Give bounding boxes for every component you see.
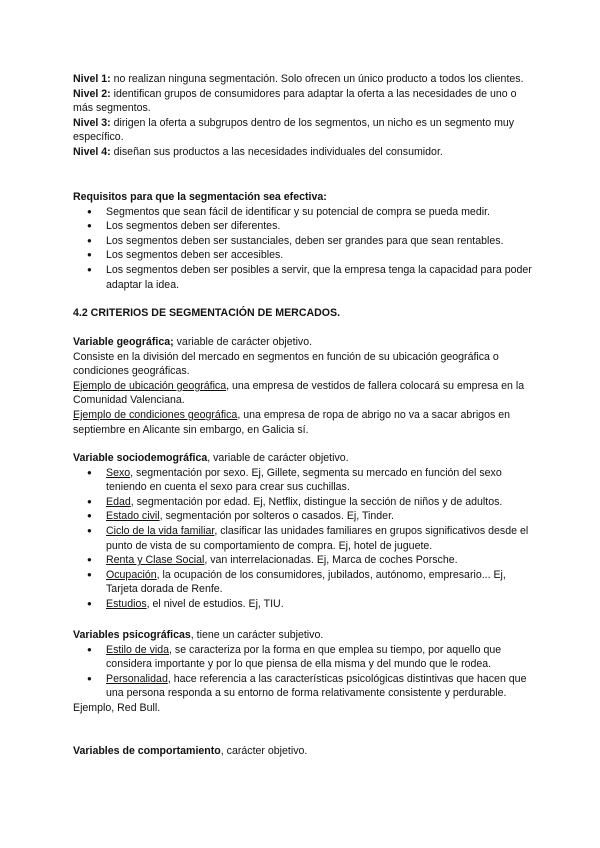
geografica-heading: Variable geográfica; variable de carácter objetivo. <box>73 336 313 348</box>
geografica-example-2: Ejemplo de condiciones geográfica, una empresa de ropa de abrigo no va a sacar abrigos en septiembre en Alicante sin embargo, en Galicia sí. <box>73 408 510 436</box>
psicograficas-list <box>73 643 533 701</box>
list-item: ● Sexo, segmentación por sexo. Ej, Gillete, segmenta su mercado en función del sexo teniendo en cuenta el sexo para crear sus cuchillas. <box>73 466 533 495</box>
list-item: ● Los segmentos deben ser sustanciales, deben ser grandes para que sean rentables. <box>73 234 533 249</box>
nivel-3: Nivel 3: dirigen la oferta a subgrupos dentro de los segmentos, un nicho es un segmento muy específico. <box>73 116 515 144</box>
section-title: 4.2 CRITERIOS DE SEGMENTACIÓN DE MERCADOS. <box>73 307 341 319</box>
comportamiento-heading: Variables de comportamiento, carácter objetivo. <box>73 745 308 757</box>
requisitos-block <box>73 190 533 292</box>
psicograficas-example: Ejemplo, Red Bull. <box>73 701 161 714</box>
list-item: ● Ocupación, la ocupación de los consumidores, jubilados, autónomo, empresario... Ej, Tarjeta dorada de Renfe. <box>73 568 533 597</box>
psicograficas-block <box>73 628 533 716</box>
list-item: ● Los segmentos deben ser diferentes. <box>73 219 533 234</box>
sociodemografica-list <box>73 466 533 612</box>
niveles-block <box>73 72 533 160</box>
list-item: ● Ciclo de la vida familiar, clasificar las unidades familiares en grupos significativos desde el punto de vista de su comportamiento de compra. Ej, hotel de juguete. <box>73 524 533 553</box>
list-item: ● Los segmentos deben ser posibles a servir, que la empresa tenga la capacidad para poder adaptar la idea. <box>73 263 533 292</box>
section-heading <box>73 306 533 321</box>
geografica-desc: Consiste en la división del mercado en segmentos en función de su ubicación geográfica o condiciones geográficas. <box>73 350 499 378</box>
nivel-2: Nivel 2: identifican grupos de consumidores para adaptar la oferta a las necesidades de uno o más segmentos. <box>73 87 517 115</box>
list-item: ● Segmentos que sean fácil de identificar y su potencial de compra se pueda medir. <box>73 205 533 220</box>
list-item: ● Renta y Clase Social, van interrelacionadas. Ej, Marca de coches Porsche. <box>73 553 533 568</box>
geografica-example-1: Ejemplo de ubicación geográfica, una empresa de vestidos de fallera colocará su empresa en la Comunidad Valenciana. <box>73 379 525 407</box>
nivel-4: Nivel 4: diseñan sus productos a las necesidades individuales del consumidor. <box>73 145 443 158</box>
geografica-block <box>73 335 533 437</box>
list-item: ● Estado civil, segmentación por solteros o casados. Ej, Tinder. <box>73 509 533 524</box>
comportamiento-block <box>73 744 533 759</box>
requisitos-list <box>73 205 533 293</box>
requisitos-title: Requisitos para que la segmentación sea efectiva: <box>73 191 327 203</box>
list-item: ● Personalidad, hace referencia a las características psicológicas distintivas que hacen que una persona responda a su entorno de forma relativamente consistente y perdurable. <box>73 672 533 701</box>
list-item: ● Los segmentos deben ser accesibles. <box>73 248 533 263</box>
nivel-1: Nivel 1: no realizan ninguna segmentación. Solo ofrecen un único producto a todos los clientes. <box>73 73 524 85</box>
list-item: ● Estilo de vida, se caracteriza por la forma en que emplea su tiempo, por aquello que considera importante y por lo que piensa de ella misma y del mundo que le rodea. <box>73 643 533 672</box>
sociodemografica-block <box>73 451 533 612</box>
list-item: ● Edad, segmentación por edad. Ej, Netflix, distingue la sección de niños y de adultos. <box>73 495 533 510</box>
sociodemografica-heading: Variable sociodemográfica, variable de carácter objetivo. <box>73 452 349 464</box>
psicograficas-heading: Variables psicográficas, tiene un carácter subjetivo. <box>73 629 324 641</box>
list-item: ● Estudios, el nivel de estudios. Ej, TIU. <box>73 597 533 612</box>
